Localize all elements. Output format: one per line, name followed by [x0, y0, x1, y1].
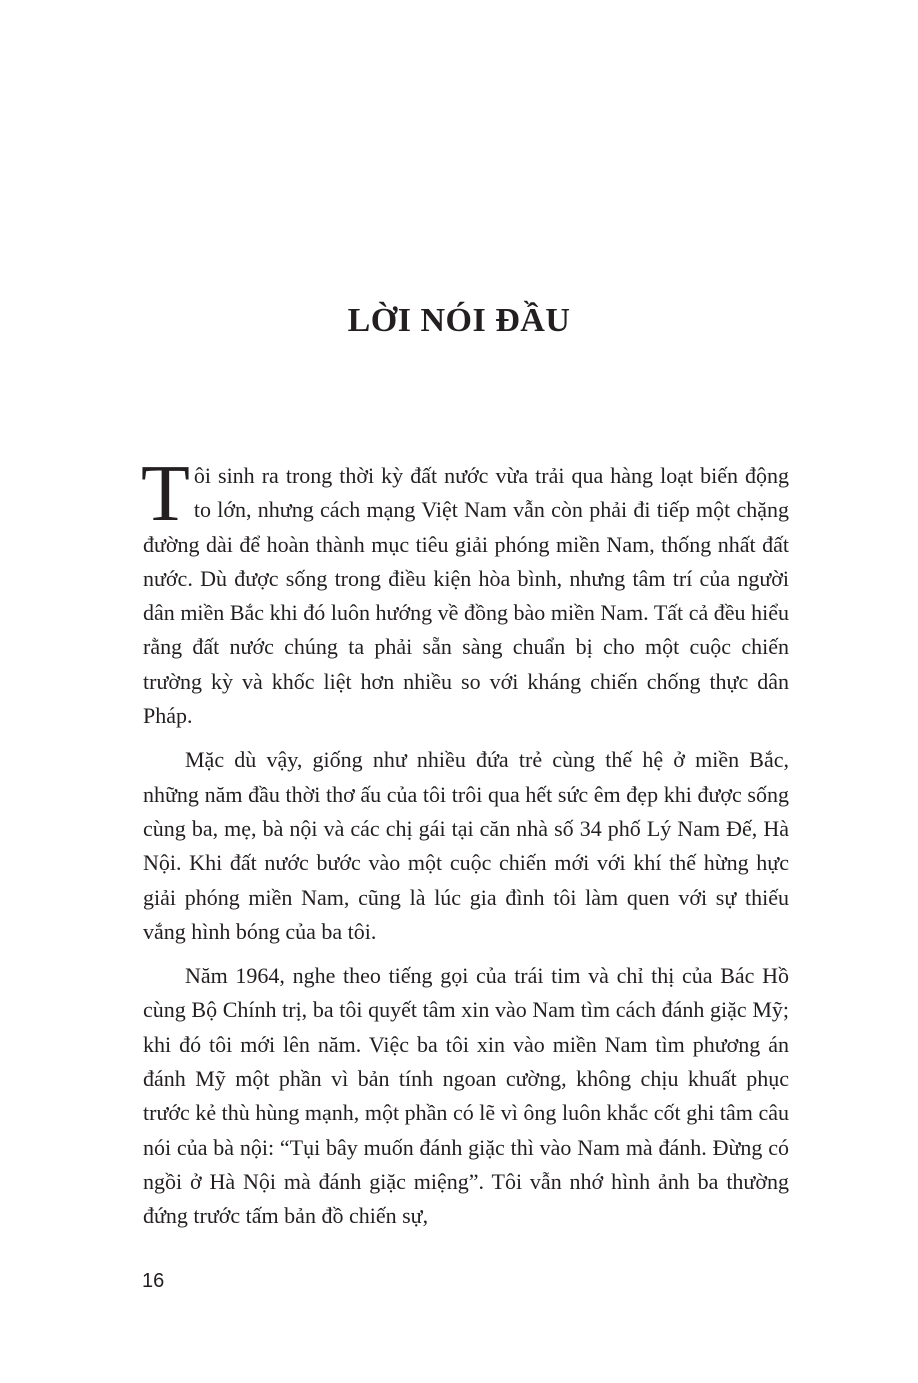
paragraph: Tôi sinh ra trong thời kỳ đất nước vừa trải qua hàng loạt biến động to lớn, nhưng cách mạng Việt Nam vẫn còn phải đi tiếp một chặng đường dài để hoàn thành mục tiêu giải phóng miền Nam, thống nhất đất nước. Dù được sống trong điều kiện hòa bình, nhưng tâm trí của người dân miền Bắc khi đó luôn hướng về đồng bào miền Nam. Tất cả đều hiểu rằng đất nước chúng ta phải sẵn sàng chuẩn bị cho một cuộc chiến trường kỳ và khốc liệt hơn nhiều so với kháng chiến chống thực dân Pháp. — [141, 450, 789, 729]
paragraph: Năm 1964, nghe theo tiếng gọi của trái tim và chỉ thị của Bác Hồ cùng Bộ Chính trị, ba tôi quyết tâm xin vào Nam tìm cách đánh giặc Mỹ; khi đó tôi mới lên năm. Việc ba tôi xin vào miền Nam tìm phương án đánh Mỹ một phần vì bản tính ngoan cường, không chịu khuất phục trước kẻ thù hùng mạnh, một phần có lẽ vì ông luôn khắc cốt ghi tâm câu nói của bà nội: “Tụi bây muốn đánh giặc thì vào Nam mà đánh. Đừng có ngồi ở Hà Nội mà đánh giặc miệng”. Tôi vẫn nhớ hình ảnh ba thường đứng trước tấm bản đồ chiến sự, — [143, 963, 789, 1229]
body-text — [141, 450, 789, 1244]
page-number: 16 — [142, 1270, 165, 1292]
chapter-title: LỜI NÓI ĐẦU — [347, 302, 571, 339]
paragraph: Mặc dù vậy, giống như nhiều đứa trẻ cùng thế hệ ở miền Bắc, những năm đầu thời thơ ấu của tôi trôi qua hết sức êm đẹp khi được sống cùng ba, mẹ, bà nội và các chị gái tại căn nhà số 34 phố Lý Nam Đế, Hà Nội. Khi đất nước bước vào một cuộc chiến mới với khí thế hừng hực giải phóng miền Nam, cũng là lúc gia đình tôi làm quen với sự thiếu vắng hình bóng của ba tôi. — [143, 747, 789, 944]
